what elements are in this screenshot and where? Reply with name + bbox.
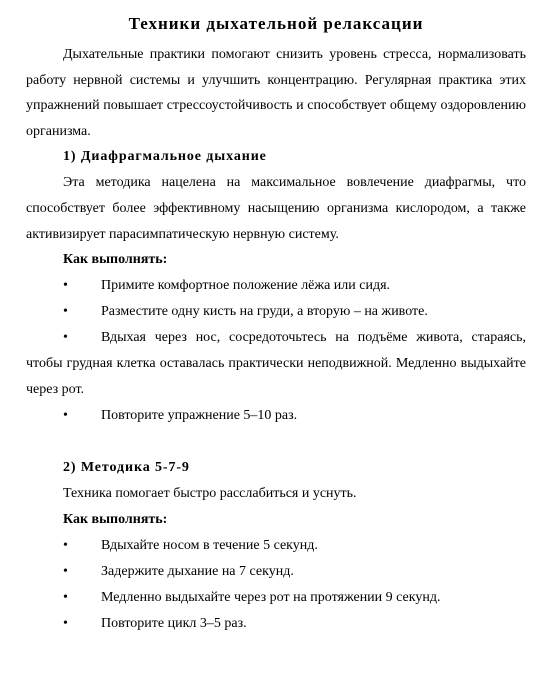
document-page (26, 14, 526, 637)
section-heading: 2) Методика 5-7-9 (63, 460, 190, 476)
list-item (26, 533, 526, 559)
list-item-text: Вдыхая через нос, сосредоточьтесь на подъёме живота, стараясь, чтобы грудная клетка оставалась практически неподвижной. Медленно выдыхайте через рот. (26, 330, 526, 398)
bullet-icon: • (63, 537, 68, 553)
bullet-icon: • (63, 330, 68, 346)
list-item (26, 611, 526, 637)
section-description: Техника помогает быстро расслабиться и уснуть. (63, 486, 357, 502)
section-description: Эта методика нацелена на максимальное вовлечение диафрагмы, что способствует более эффективному насыщению организма кислородом, а также активизирует парасимпатическую нервную систему. (26, 175, 526, 242)
list-item (26, 559, 526, 585)
bullet-icon: • (63, 589, 68, 605)
list-item (26, 325, 526, 403)
list-item-text: Задержите дыхание на 7 секунд. (101, 563, 294, 579)
intro-paragraph: Дыхательные практики помогают снизить уровень стресса, нормализовать работу нервной системы и улучшить концентрацию. Регулярная практика этих упражнений повышает стрессоустойчивость и способствует общему оздоровлению организма. (26, 47, 526, 139)
list-item-text: Примите комфортное положение лёжа или сидя. (101, 278, 391, 294)
document-title: Техники дыхательной релаксации (128, 14, 424, 33)
bullet-icon: • (63, 563, 68, 579)
list-item (26, 299, 526, 325)
blank-line (26, 429, 526, 455)
list-item-text: Вдыхайте носом в течение 5 секунд. (101, 537, 318, 553)
bullet-icon: • (63, 408, 68, 424)
section-heading: 1) Диафрагмальное дыхание (63, 149, 267, 165)
bullet-icon: • (63, 304, 68, 320)
list-item-text: Разместите одну кисть на груди, а вторую – на животе. (101, 304, 428, 320)
steps-label: Как выполнять: (63, 252, 168, 268)
bullet-icon: • (63, 278, 68, 294)
list-item-text: Медленно выдыхайте через рот на протяжении 9 секунд. (101, 589, 441, 605)
steps-label: Как выполнять: (63, 511, 168, 527)
list-item (26, 403, 526, 429)
section-5-7-9-method (26, 455, 526, 637)
list-item (26, 585, 526, 611)
list-item-text: Повторите упражнение 5–10 раз. (101, 408, 298, 424)
bullet-icon: • (63, 615, 68, 631)
list-item-text: Повторите цикл 3–5 раз. (101, 615, 247, 631)
section-diaphragmatic-breathing (26, 144, 526, 429)
list-item (26, 273, 526, 299)
